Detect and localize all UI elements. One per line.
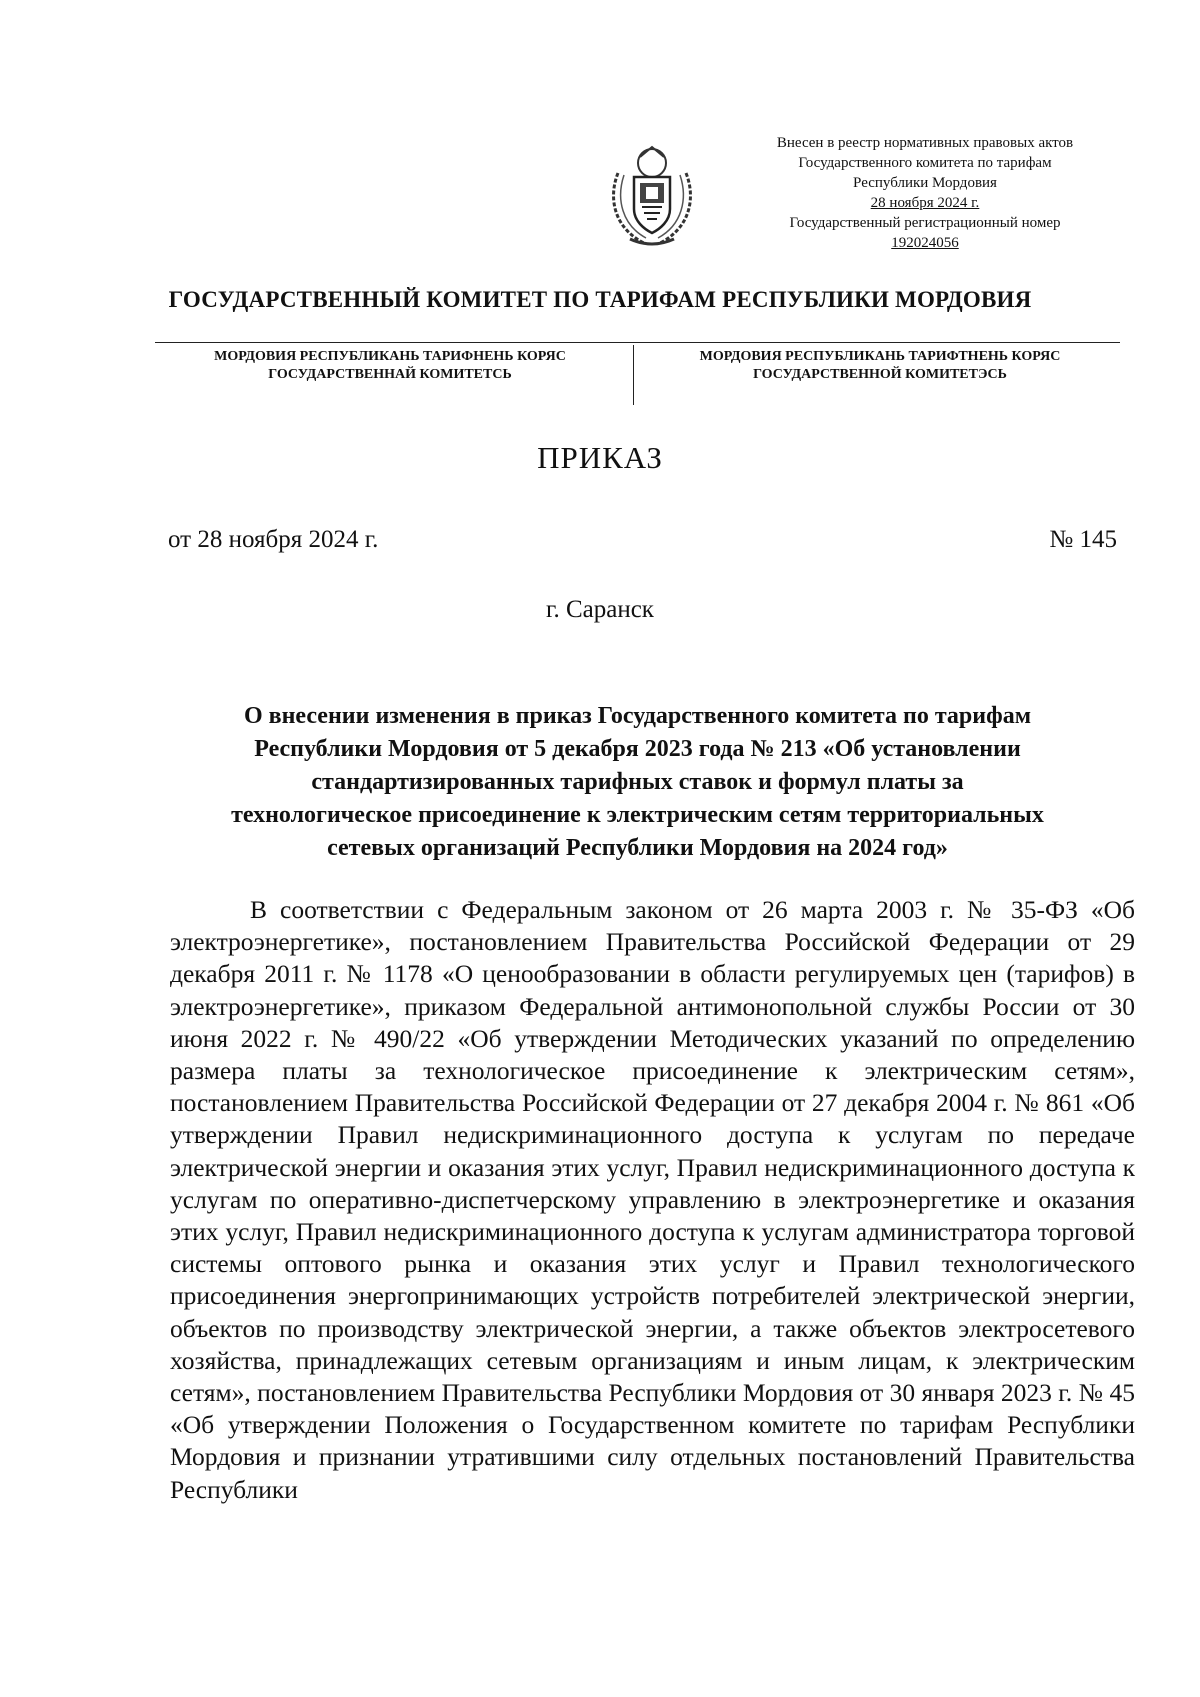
subject-line-1: О внесении изменения в приказ Государственного комитета по тарифам xyxy=(243,703,1032,729)
subject-line-4: технологическое присоединение к электрическим сетям территориальных xyxy=(231,802,1044,828)
order-title: ПРИКАЗ xyxy=(537,440,663,475)
registry-stamp xyxy=(735,133,1115,253)
erzya-name-line-2: ГОСУДАРСТВЕННОЙ КОМИТЕТЭСЬ xyxy=(753,367,1007,382)
subject-line-5: сетевых организаций Республики Мордовия на 2024 год» xyxy=(327,835,948,861)
order-subject xyxy=(150,700,1125,865)
order-number: № 145 xyxy=(1049,526,1117,553)
registry-line-2: Государственного комитета по тарифам xyxy=(798,155,1052,171)
header-divider xyxy=(155,342,1120,343)
registry-line-3: Республики Мордовия xyxy=(853,175,997,191)
subject-line-2: Республики Мордовия от 5 декабря 2023 года № 213 «Об установлении xyxy=(254,736,1021,762)
coat-of-arms-emblem xyxy=(604,143,700,253)
moksha-name-line-1: МОРДОВИЯ РЕСПУБЛИКАНЬ ТАРИФНЕНЬ КОРЯС xyxy=(214,349,566,364)
registry-number: 192024056 xyxy=(891,235,959,251)
registry-number-label: Государственный регистрационный номер xyxy=(789,215,1061,231)
registry-line-1: Внесен в реестр нормативных правовых актов xyxy=(776,135,1074,151)
order-date: от 28 ноября 2024 г. xyxy=(168,526,379,553)
moksha-name-block xyxy=(155,348,625,384)
erzya-name-block xyxy=(645,348,1115,384)
registry-date: 28 ноября 2024 г. xyxy=(870,195,980,211)
committee-title: ГОСУДАРСТВЕННЫЙ КОМИТЕТ ПО ТАРИФАМ РЕСПУБЛИКИ МОРДОВИЯ xyxy=(168,287,1032,312)
moksha-name-line-2: ГОСУДАРСТВЕННАЙ КОМИТЕТСЬ xyxy=(268,367,512,382)
order-city: г. Саранск xyxy=(546,596,654,623)
subject-line-3: стандартизированных тарифных ставок и формул платы за xyxy=(311,769,964,795)
body-paragraph: В соответствии с Федеральным законом от 26 марта 2003 г. № 35-ФЗ «Об электроэнергетике», постановлением Правительства Российской Федерации от 29 декабря 2011 г. № 1178 «О ценообразовании в области регулируемых цен (тарифов) в электроэнергетике», приказом Федеральной антимонопольной службы России от 30 июня 2022 г. № 490/22 «Об утверждении Методических указаний по определению размера платы за технологическое присоединение к электрическим сетям», постановлением Правительства Российской Федерации от 27 декабря 2004 г. № 861 «Об утверждении Правил недискриминационного доступа к услугам по передаче электрической энергии и оказания этих услуг, Правил недискриминационного доступа к услугам по оперативно-диспетчерскому управлению в электроэнергетике и оказания этих услуг, Правил недискриминационного доступа к услугам администратора торговой системы оптового рынка и оказания этих услуг и Правил технологического присоединения энергопринимающих устройств потребителей электрической энергии, объектов по производству электрической энергии, а также объектов электросетевого хозяйства, принадлежащих сетевым организациям и иным лицам, к электрическим сетям», постановлением Правительства Республики Мордовия от 30 января 2023 г. № 45 «Об утверждении Положения о Государственном комитете по тарифам Республики Мордовия и признании утратившими силу отдельных постановлений Правительства Республики xyxy=(170,895,1135,1504)
header-vertical-divider xyxy=(633,345,634,405)
erzya-name-line-1: МОРДОВИЯ РЕСПУБЛИКАНЬ ТАРИФТНЕНЬ КОРЯС xyxy=(699,349,1061,364)
